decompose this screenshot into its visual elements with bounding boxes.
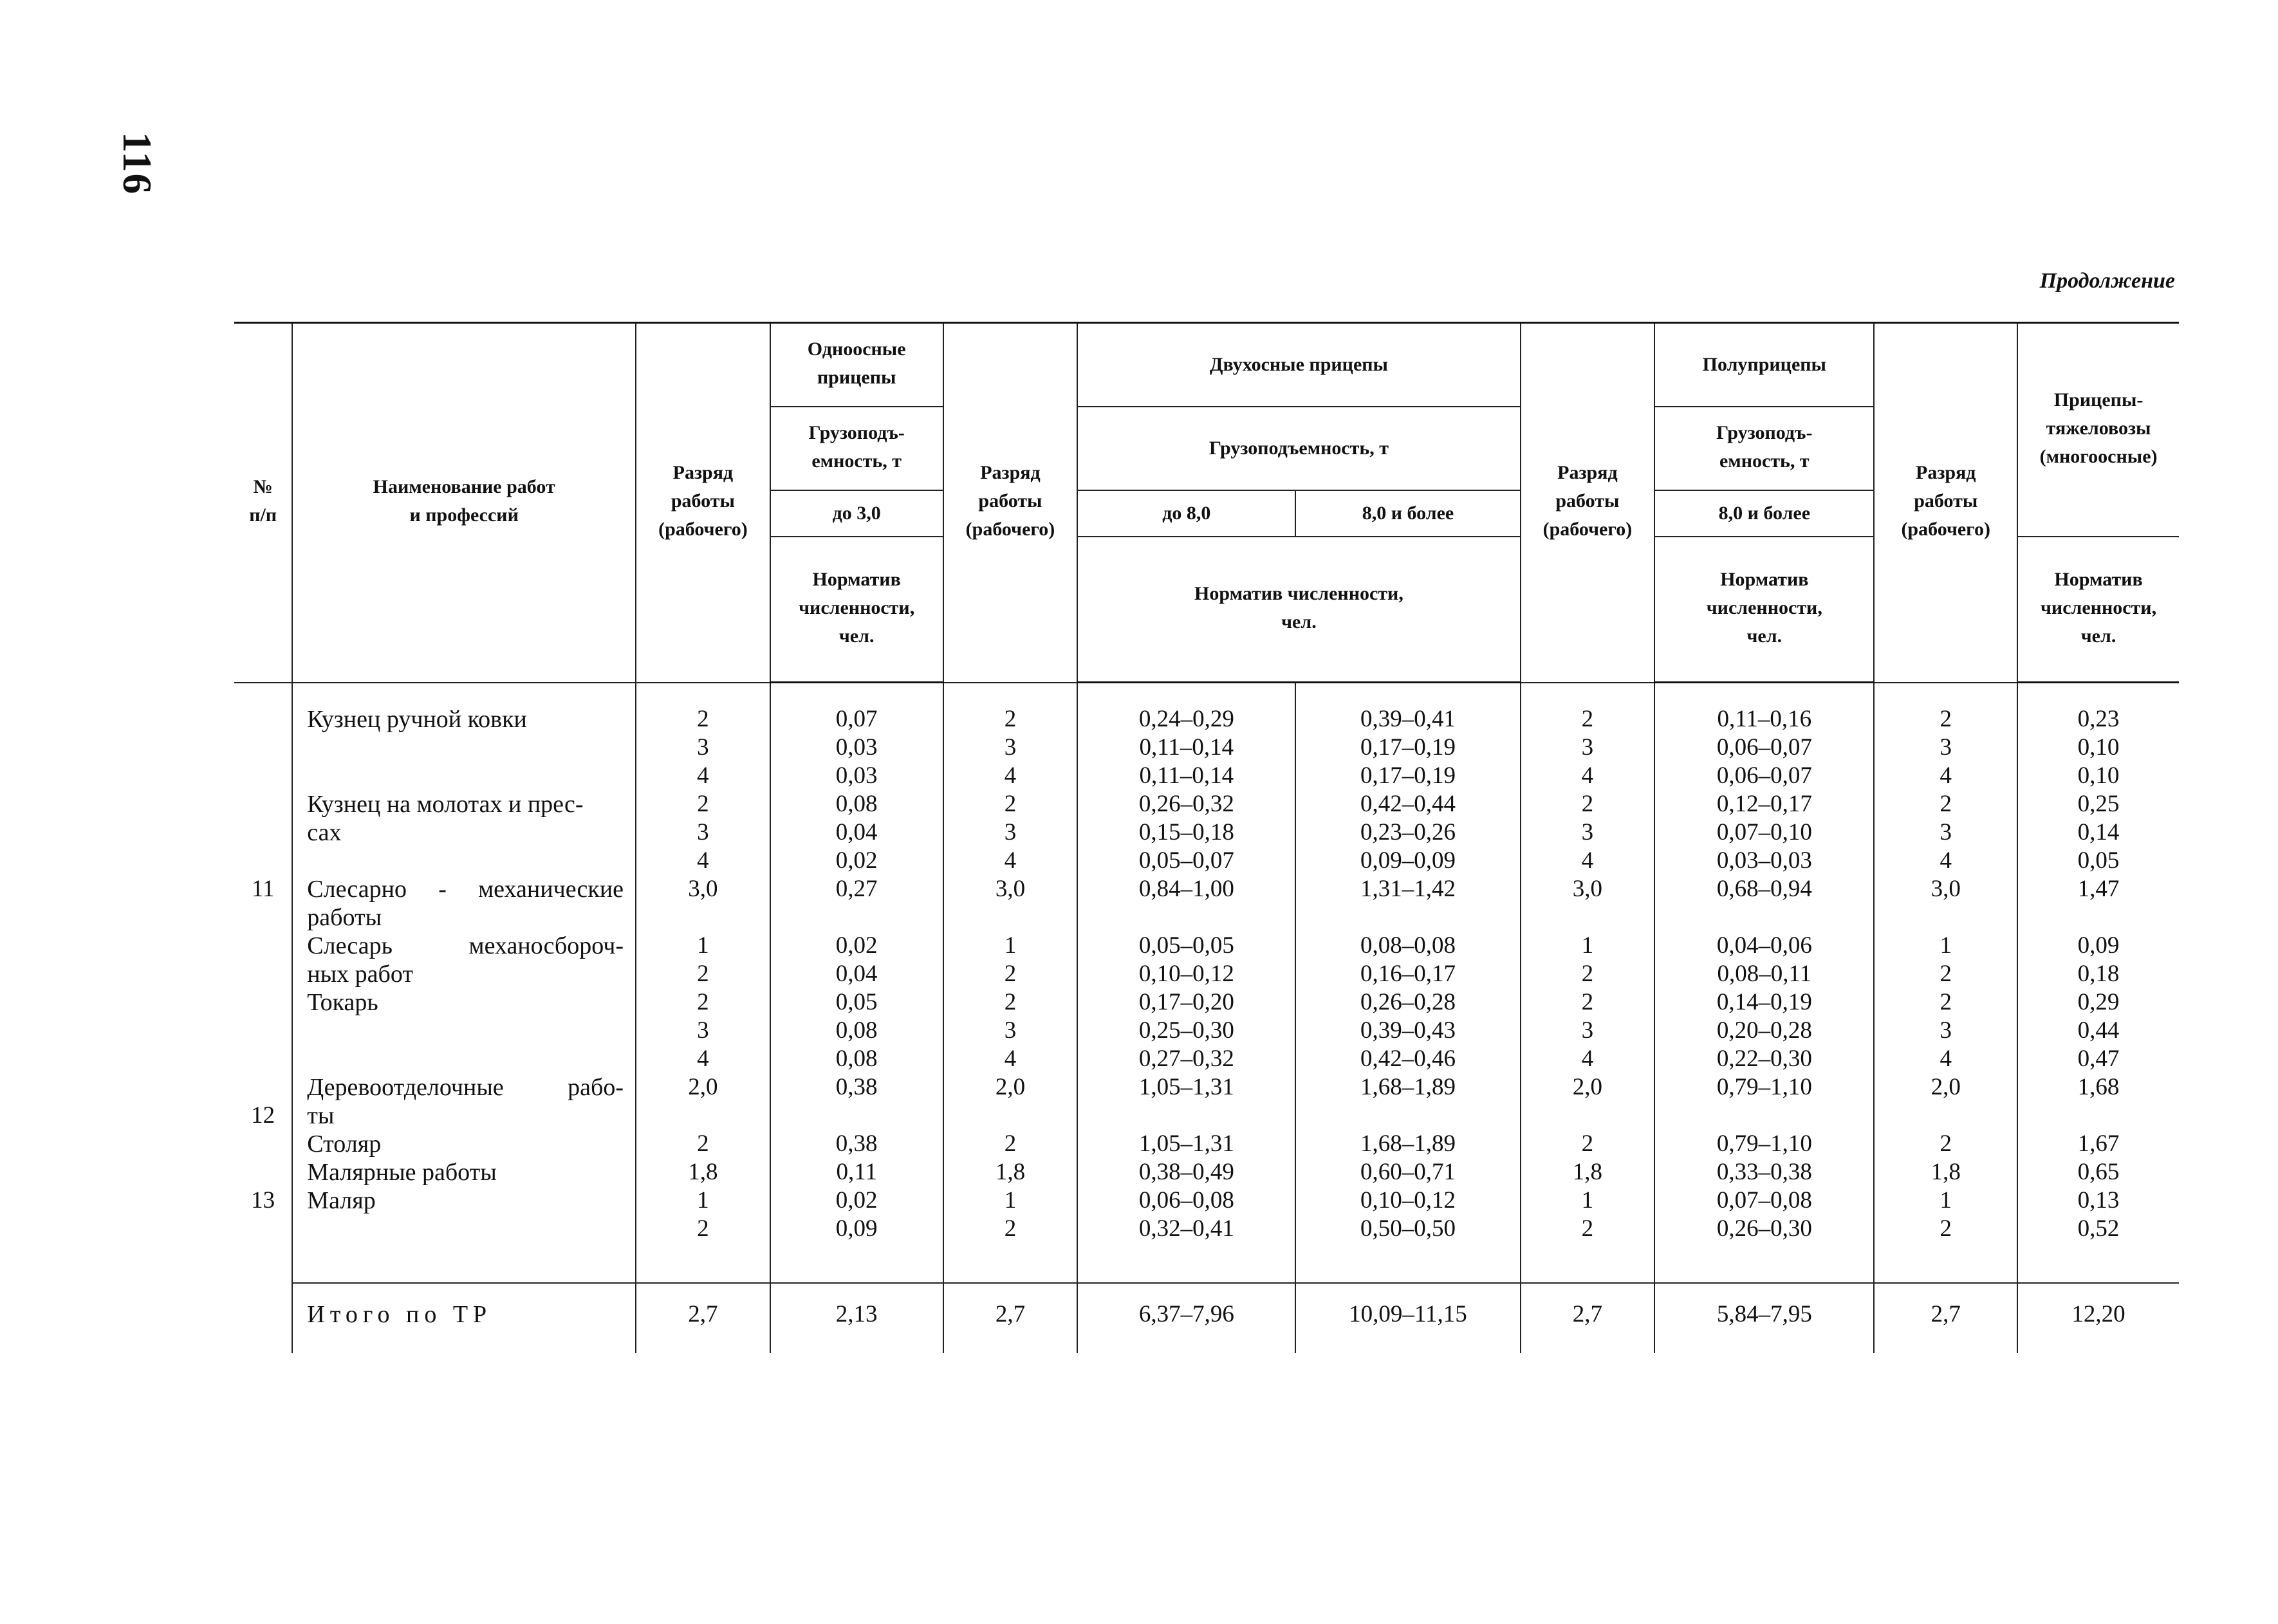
cell-semi-2: 0,06–0,07: [1716, 762, 1812, 789]
total-grade-3: 2,7: [1521, 1283, 1655, 1353]
header-grade-4: Разряд работы (рабочего): [1874, 323, 2017, 683]
cell-grade3-8: 1: [1581, 932, 1594, 959]
cell-two_b-4: 0,23–0,26: [1360, 819, 1456, 845]
cell-single-10: 0,05: [835, 989, 878, 1015]
cell-single-9: 0,04: [835, 961, 878, 987]
cell-grade3-1: 3: [1581, 734, 1594, 761]
cell-grade1-10: 2: [697, 988, 709, 1015]
cell-grade3-2: 4: [1581, 762, 1594, 789]
cell-two_a-10: 0,17–0,20: [1138, 989, 1234, 1015]
cell-grade1-18: 2: [697, 1215, 709, 1242]
col-grade-2: [943, 683, 1078, 1283]
cell-name-10: Токарь: [307, 988, 378, 1016]
cell-grade2-14: [944, 1102, 1077, 1130]
cell-grade2-6: 3,0: [995, 875, 1026, 902]
cell-grade3-0: 2: [1581, 705, 1594, 732]
cell-name-1: [307, 734, 624, 762]
cell-grade1-0: 2: [697, 705, 709, 732]
header-heavy: Прицепы- тяжеловозы (многоосные): [2017, 323, 2179, 537]
cell-single-3: 0,08: [835, 791, 878, 817]
cell-grade1-17: 1: [697, 1186, 709, 1213]
cell-two_a-4: 0,15–0,18: [1138, 819, 1234, 845]
col-two-a: [1077, 683, 1295, 1283]
header-grade-1: Разряд работы (рабочего): [636, 323, 770, 683]
cell-name-12: [307, 1045, 624, 1073]
cell-two_a-6: 0,84–1,00: [1138, 876, 1234, 902]
header-single-axle: Одноосные прицепы: [770, 323, 943, 407]
cell-grade2-0: 2: [1004, 705, 1017, 732]
col-semi: [1654, 683, 1874, 1283]
header-no: № п/п: [234, 323, 292, 683]
cell-grade3-5: 4: [1581, 847, 1594, 874]
cell-grade1-11: 3: [697, 1017, 709, 1044]
cell-two_a-15: 1,05–1,31: [1138, 1130, 1234, 1157]
cell-two_b-13: 1,68–1,89: [1360, 1074, 1456, 1100]
col-grade-3: [1521, 683, 1655, 1283]
cell-grade4-9: 2: [1940, 960, 1952, 987]
cell-grade2-8: 1: [1004, 932, 1017, 959]
cell-two_a-13: 1,05–1,31: [1138, 1074, 1234, 1100]
cell-no-12: [234, 1045, 292, 1073]
cell-heavy-6: 1,47: [2077, 876, 2120, 902]
cell-two_a-5: 0,05–0,07: [1138, 847, 1234, 874]
cell-grade1-13: 2,0: [688, 1073, 718, 1100]
cell-two_a-8: 0,05–0,05: [1138, 932, 1234, 959]
cell-name-18: [307, 1215, 624, 1243]
cell-heavy-14: [2018, 1102, 2179, 1130]
table-row: [234, 683, 2179, 1283]
cell-two_a-0: 0,24–0,29: [1138, 706, 1234, 732]
cell-two_b-12: 0,42–0,46: [1360, 1046, 1456, 1072]
cell-no-4: [234, 818, 292, 847]
cell-grade4-0: 2: [1940, 705, 1952, 732]
header-grade-2: Разряд работы (рабочего): [943, 323, 1078, 683]
cell-semi-10: 0,14–0,19: [1716, 989, 1812, 1015]
cell-single-14: [771, 1102, 943, 1130]
col-no: [234, 683, 292, 1283]
header-norm-two: Норматив численности, чел.: [1077, 537, 1520, 683]
cell-heavy-16: 0,65: [2077, 1159, 2120, 1185]
cell-heavy-2: 0,10: [2077, 762, 2120, 789]
cell-name-15: Столяр: [307, 1130, 382, 1158]
total-two-a: 6,37–7,96: [1077, 1283, 1295, 1353]
cell-heavy-18: 0,52: [2077, 1215, 2120, 1242]
cell-heavy-11: 0,44: [2077, 1017, 2120, 1044]
cell-name-11: [307, 1017, 624, 1045]
cell-single-15: 0,38: [835, 1130, 878, 1157]
cell-name-2: [307, 762, 624, 790]
cell-grade4-13: 2,0: [1931, 1073, 1961, 1100]
cell-grade4-6: 3,0: [1931, 875, 1961, 902]
cell-semi-11: 0,20–0,28: [1716, 1017, 1812, 1044]
col-single: [770, 683, 943, 1283]
cell-grade4-14: [1875, 1102, 2017, 1130]
cell-grade1-1: 3: [697, 734, 709, 761]
cell-no-6: 11: [251, 875, 275, 902]
cell-heavy-8: 0,09: [2077, 932, 2120, 959]
cell-semi-14: [1655, 1102, 1873, 1130]
cell-grade1-8: 1: [697, 932, 709, 959]
cell-heavy-7: [2018, 903, 2179, 932]
cell-name-0: Кузнец ручной ковки: [307, 705, 527, 733]
cell-semi-13: 0,79–1,10: [1716, 1074, 1812, 1100]
cell-no-7: [234, 903, 292, 932]
cell-two_b-15: 1,68–1,89: [1360, 1130, 1456, 1157]
cell-semi-9: 0,08–0,11: [1717, 961, 1812, 987]
cell-no-9: [234, 960, 292, 988]
cell-semi-3: 0,12–0,17: [1716, 791, 1812, 817]
cell-grade3-6: 3,0: [1572, 875, 1603, 902]
cell-grade2-15: 2: [1004, 1130, 1017, 1157]
cell-no-18: [234, 1215, 292, 1243]
cell-heavy-12: 0,47: [2077, 1046, 2120, 1072]
cell-two_a-3: 0,26–0,32: [1138, 791, 1234, 817]
cell-grade1-14: [636, 1102, 770, 1130]
cell-no-16: [234, 1158, 292, 1186]
cell-grade1-3: 2: [697, 790, 709, 817]
cell-grade3-12: 4: [1581, 1045, 1594, 1072]
header-two-range-b: 8,0 и более: [1295, 490, 1520, 537]
cell-grade4-7: [1875, 903, 2017, 932]
cell-name-16: Малярные работы: [307, 1158, 497, 1186]
cell-single-2: 0,03: [835, 762, 878, 789]
cell-single-1: 0,03: [835, 734, 878, 761]
cell-semi-6: 0,68–0,94: [1716, 876, 1812, 902]
cell-grade4-16: 1,8: [1931, 1158, 1961, 1185]
cell-single-18: 0,09: [835, 1215, 878, 1242]
cell-grade3-9: 2: [1581, 960, 1594, 987]
cell-single-11: 0,08: [835, 1017, 878, 1044]
cell-single-5: 0,02: [835, 847, 878, 874]
cell-single-7: [771, 903, 943, 932]
cell-two_a-14: [1078, 1102, 1295, 1130]
cell-grade2-10: 2: [1004, 988, 1017, 1015]
total-semi: 5,84–7,95: [1654, 1283, 1874, 1353]
cell-grade2-7: [944, 903, 1077, 932]
cell-grade2-13: 2,0: [995, 1073, 1026, 1100]
cell-grade4-18: 2: [1940, 1215, 1952, 1242]
cell-two_a-18: 0,32–0,41: [1138, 1215, 1234, 1242]
header-two-axle: Двухосные прицепы: [1077, 323, 1520, 407]
cell-grade4-17: 1: [1940, 1186, 1952, 1213]
header-grade-3: Разряд работы (рабочего): [1521, 323, 1655, 683]
cell-grade2-9: 2: [1004, 960, 1017, 987]
cell-two_a-11: 0,25–0,30: [1138, 1017, 1234, 1044]
cell-grade2-16: 1,8: [995, 1158, 1026, 1185]
cell-two_a-17: 0,06–0,08: [1138, 1187, 1234, 1213]
cell-grade2-11: 3: [1004, 1017, 1017, 1044]
cell-two_b-16: 0,60–0,71: [1360, 1159, 1456, 1185]
cell-two_b-6: 1,31–1,42: [1360, 876, 1456, 902]
cell-heavy-9: 0,18: [2077, 961, 2120, 987]
cell-grade4-3: 2: [1940, 790, 1952, 817]
total-grade-2: 2,7: [943, 1283, 1078, 1353]
cell-heavy-10: 0,29: [2077, 989, 2120, 1015]
cell-single-8: 0,02: [835, 932, 878, 959]
cell-two_b-7: [1296, 903, 1519, 932]
cell-heavy-4: 0,14: [2077, 819, 2120, 845]
cell-name-8: Слесарь механосбороч-: [307, 932, 624, 959]
cell-name-6: Слесарно - механические: [307, 875, 624, 903]
total-grade-1: 2,7: [636, 1283, 770, 1353]
cell-grade3-14: [1521, 1102, 1654, 1130]
cell-name-7: работы: [307, 903, 382, 931]
header-semi-capacity: Грузоподъ- емность, т: [1654, 407, 1874, 490]
cell-grade2-2: 4: [1004, 762, 1017, 789]
cell-grade1-15: 2: [697, 1130, 709, 1157]
total-label: Итого по ТР: [292, 1283, 636, 1353]
cell-no-13: [234, 1073, 292, 1102]
cell-two_b-11: 0,39–0,43: [1360, 1017, 1456, 1044]
cell-grade1-16: 1,8: [688, 1158, 718, 1185]
cell-grade1-5: 4: [697, 847, 709, 874]
total-grade-4: 2,7: [1874, 1283, 2017, 1353]
cell-two_b-17: 0,10–0,12: [1360, 1187, 1456, 1213]
cell-two_b-18: 0,50–0,50: [1360, 1215, 1456, 1242]
cell-semi-18: 0,26–0,30: [1716, 1215, 1812, 1242]
cell-no-15: [234, 1130, 292, 1158]
cell-semi-12: 0,22–0,30: [1716, 1046, 1812, 1072]
cell-heavy-13: 1,68: [2077, 1074, 2120, 1100]
cell-two_b-0: 0,39–0,41: [1360, 706, 1456, 732]
cell-heavy-5: 0,05: [2077, 847, 2120, 874]
cell-name-17: Маляр: [307, 1186, 376, 1214]
cell-single-6: 0,27: [835, 876, 878, 902]
cell-grade4-5: 4: [1940, 847, 1952, 874]
cell-two_a-1: 0,11–0,14: [1139, 734, 1234, 761]
cell-heavy-3: 0,25: [2077, 791, 2120, 817]
col-name: [292, 683, 636, 1283]
norms-table: [234, 322, 2179, 1353]
cell-grade4-4: 3: [1940, 818, 1952, 845]
cell-name-14: ты: [307, 1102, 335, 1129]
cell-semi-15: 0,79–1,10: [1716, 1130, 1812, 1157]
cell-no-3: [234, 790, 292, 818]
cell-two_b-9: 0,16–0,17: [1360, 961, 1456, 987]
cell-two_b-1: 0,17–0,19: [1360, 734, 1456, 761]
header-semi: Полуприцепы: [1654, 323, 1874, 407]
cell-grade3-16: 1,8: [1572, 1158, 1603, 1185]
total-row: [234, 1283, 2179, 1353]
page-number: 116: [115, 132, 160, 196]
cell-heavy-0: 0,23: [2077, 706, 2120, 732]
cell-name-13: Деревоотделочные рабо-: [307, 1073, 624, 1101]
cell-grade3-7: [1521, 903, 1654, 932]
cell-semi-1: 0,06–0,07: [1716, 734, 1812, 761]
cell-grade1-4: 3: [697, 818, 709, 845]
cell-grade3-13: 2,0: [1572, 1073, 1603, 1100]
header-norm-semi: Норматив численности, чел.: [1654, 537, 1874, 683]
header-name: Наименование работ и профессий: [292, 323, 636, 683]
cell-two_b-8: 0,08–0,08: [1360, 932, 1456, 959]
cell-name-5: [307, 847, 624, 875]
cell-semi-5: 0,03–0,03: [1716, 847, 1812, 874]
cell-grade2-17: 1: [1004, 1186, 1017, 1213]
col-two-b: [1295, 683, 1520, 1283]
header-single-capacity: Грузоподъ- емность, т: [770, 407, 943, 490]
cell-grade2-3: 2: [1004, 790, 1017, 817]
cell-single-16: 0,11: [836, 1159, 877, 1185]
cell-no-5: [234, 847, 292, 875]
total-two-b: 10,09–11,15: [1295, 1283, 1520, 1353]
col-grade-1: [636, 683, 770, 1283]
header-two-capacity: Грузоподъемность, т: [1077, 407, 1520, 490]
header-two-range-a: до 8,0: [1077, 490, 1295, 537]
cell-grade4-8: 1: [1940, 932, 1952, 959]
cell-two_b-3: 0,42–0,44: [1360, 791, 1456, 817]
cell-single-4: 0,04: [835, 819, 878, 845]
col-grade-4: [1874, 683, 2017, 1283]
cell-semi-17: 0,07–0,08: [1716, 1187, 1812, 1213]
total-single: 2,13: [770, 1283, 943, 1353]
header-single-range: до 3,0: [770, 490, 943, 537]
cell-name-4: сах: [307, 818, 342, 846]
cell-heavy-1: 0,10: [2077, 734, 2120, 761]
cell-no-8: [234, 932, 292, 960]
cell-two_b-2: 0,17–0,19: [1360, 762, 1456, 789]
cell-two_a-12: 0,27–0,32: [1138, 1046, 1234, 1072]
cell-grade1-9: 2: [697, 960, 709, 987]
cell-grade3-18: 2: [1581, 1215, 1594, 1242]
header-norm-single: Норматив численности, чел.: [770, 537, 943, 683]
cell-no-14: 12: [251, 1102, 275, 1129]
cell-grade4-2: 4: [1940, 762, 1952, 789]
header-semi-range: 8,0 и более: [1654, 490, 1874, 537]
cell-semi-0: 0,11–0,16: [1717, 706, 1812, 732]
cell-no-0: [234, 705, 292, 734]
cell-heavy-15: 1,67: [2077, 1130, 2120, 1157]
cell-semi-16: 0,33–0,38: [1716, 1159, 1812, 1185]
cell-grade4-11: 3: [1940, 1017, 1952, 1044]
cell-grade4-10: 2: [1940, 988, 1952, 1015]
cell-single-17: 0,02: [835, 1187, 878, 1213]
cell-two_a-2: 0,11–0,14: [1139, 762, 1234, 789]
cell-grade1-7: [636, 903, 770, 932]
cell-no-11: [234, 1017, 292, 1045]
header-norm-heavy: Норматив численности, чел.: [2017, 537, 2179, 683]
cell-grade2-12: 4: [1004, 1045, 1017, 1072]
cell-grade3-15: 2: [1581, 1130, 1594, 1157]
continuation-label: Продолжение: [2039, 269, 2175, 293]
cell-no-2: [234, 762, 292, 790]
cell-semi-4: 0,07–0,10: [1716, 819, 1812, 845]
total-heavy: 12,20: [2017, 1283, 2179, 1353]
cell-two_b-5: 0,09–0,09: [1360, 847, 1456, 874]
cell-grade2-1: 3: [1004, 734, 1017, 761]
cell-no-17: 13: [251, 1186, 275, 1213]
cell-two_a-9: 0,10–0,12: [1138, 961, 1234, 987]
cell-grade3-11: 3: [1581, 1017, 1594, 1044]
cell-two_b-14: [1296, 1102, 1519, 1130]
cell-grade1-12: 4: [697, 1045, 709, 1072]
cell-two_a-7: [1078, 903, 1295, 932]
cell-name-3: Кузнец на молотах и прес-: [307, 790, 584, 818]
cell-grade3-10: 2: [1581, 988, 1594, 1015]
cell-grade2-5: 4: [1004, 847, 1017, 874]
cell-single-0: 0,07: [835, 706, 878, 732]
cell-grade4-1: 3: [1940, 734, 1952, 761]
cell-grade3-17: 1: [1581, 1186, 1594, 1213]
cell-grade1-2: 4: [697, 762, 709, 789]
col-heavy: [2017, 683, 2179, 1283]
cell-single-12: 0,08: [835, 1046, 878, 1072]
cell-grade3-4: 3: [1581, 818, 1594, 845]
cell-heavy-17: 0,13: [2077, 1187, 2120, 1213]
norms-table-wrap: [234, 322, 2179, 1353]
cell-grade1-6: 3,0: [688, 875, 718, 902]
cell-grade3-3: 2: [1581, 790, 1594, 817]
cell-semi-7: [1655, 903, 1873, 932]
cell-grade4-15: 2: [1940, 1130, 1952, 1157]
cell-no-10: [234, 988, 292, 1017]
cell-grade2-4: 3: [1004, 818, 1017, 845]
cell-two_a-16: 0,38–0,49: [1138, 1159, 1234, 1185]
cell-two_b-10: 0,26–0,28: [1360, 989, 1456, 1015]
cell-no-1: [234, 734, 292, 762]
cell-grade4-12: 4: [1940, 1045, 1952, 1072]
cell-single-13: 0,38: [835, 1074, 878, 1100]
cell-no-19: [234, 1243, 292, 1271]
cell-semi-8: 0,04–0,06: [1716, 932, 1812, 959]
cell-grade2-18: 2: [1004, 1215, 1017, 1242]
cell-name-9: ных работ: [307, 960, 413, 988]
